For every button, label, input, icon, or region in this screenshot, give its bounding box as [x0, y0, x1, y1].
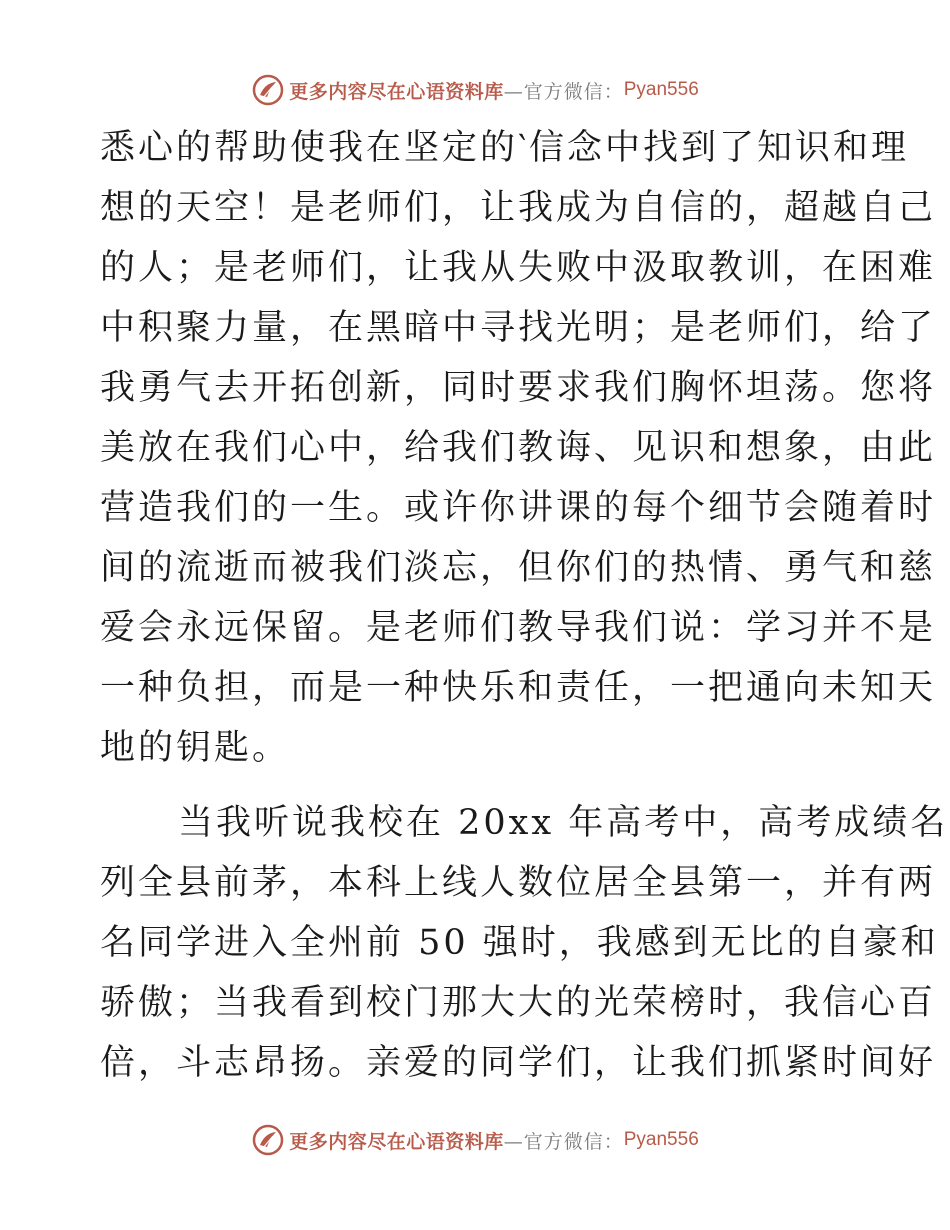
text-line: 悉心的帮助使我在坚定的‵信念中找到了知识和理: [100, 128, 909, 168]
footer-wechat-label: —官方微信：: [503, 1130, 624, 1153]
logo-icon: [251, 73, 285, 107]
footer-watermark: [0, 1118, 950, 1162]
text-line: 爱会永远保留。是老师们教导我们说：学习并不是: [100, 608, 937, 648]
text-line: 想的天空！是老师们，让我成为自信的，超越自己: [100, 188, 937, 228]
logo-icon: [251, 1123, 285, 1157]
text-line: 名同学进入全州前 50 强时，我感到无比的自豪和: [100, 923, 939, 963]
text-line: 的人；是老师们，让我从失败中汲取教训，在困难: [100, 248, 937, 288]
text-line: 一种负担，而是一种快乐和责任，一把通向未知天: [100, 668, 937, 708]
text-line: 骄傲；当我看到校门那大大的光荣榜时，我信心百: [100, 983, 937, 1023]
document-body: [100, 118, 949, 1093]
text-line: 倍，斗志昂扬。亲爱的同学们，让我们抓紧时间好: [100, 1043, 937, 1083]
text-line: 列全县前茅，本科上线人数位居全县第一，并有两: [100, 863, 937, 903]
header-watermark: [0, 68, 950, 112]
text-line: 地的钥匙。: [100, 728, 291, 768]
text-line: 美放在我们心中，给我们教诲、见识和想象，由此: [100, 428, 937, 468]
footer-brand-text: 更多内容尽在心语资料库: [289, 1130, 504, 1153]
text-line: 中积聚力量，在黑暗中寻找光明；是老师们，给了: [100, 308, 937, 348]
paragraph-1: [100, 118, 937, 778]
header-brand-text: 更多内容尽在心语资料库: [289, 80, 504, 103]
text-line: 间的流逝而被我们淡忘，但你们的热情、勇气和慈: [100, 548, 937, 588]
header-wechat-label: —官方微信：: [503, 80, 624, 103]
paragraph-gap: [100, 778, 860, 793]
text-line: 营造我们的一生。或许你讲课的每个细节会随着时: [100, 488, 937, 528]
paragraph-2: [100, 793, 949, 1093]
header-wechat-id: Pyan556: [623, 79, 699, 100]
footer-wechat-id: Pyan556: [623, 1129, 699, 1150]
text-line: 我勇气去开拓创新，同时要求我们胸怀坦荡。您将: [100, 368, 937, 408]
text-line: 当我听说我校在 20xx 年高考中，高考成绩名: [178, 803, 949, 843]
